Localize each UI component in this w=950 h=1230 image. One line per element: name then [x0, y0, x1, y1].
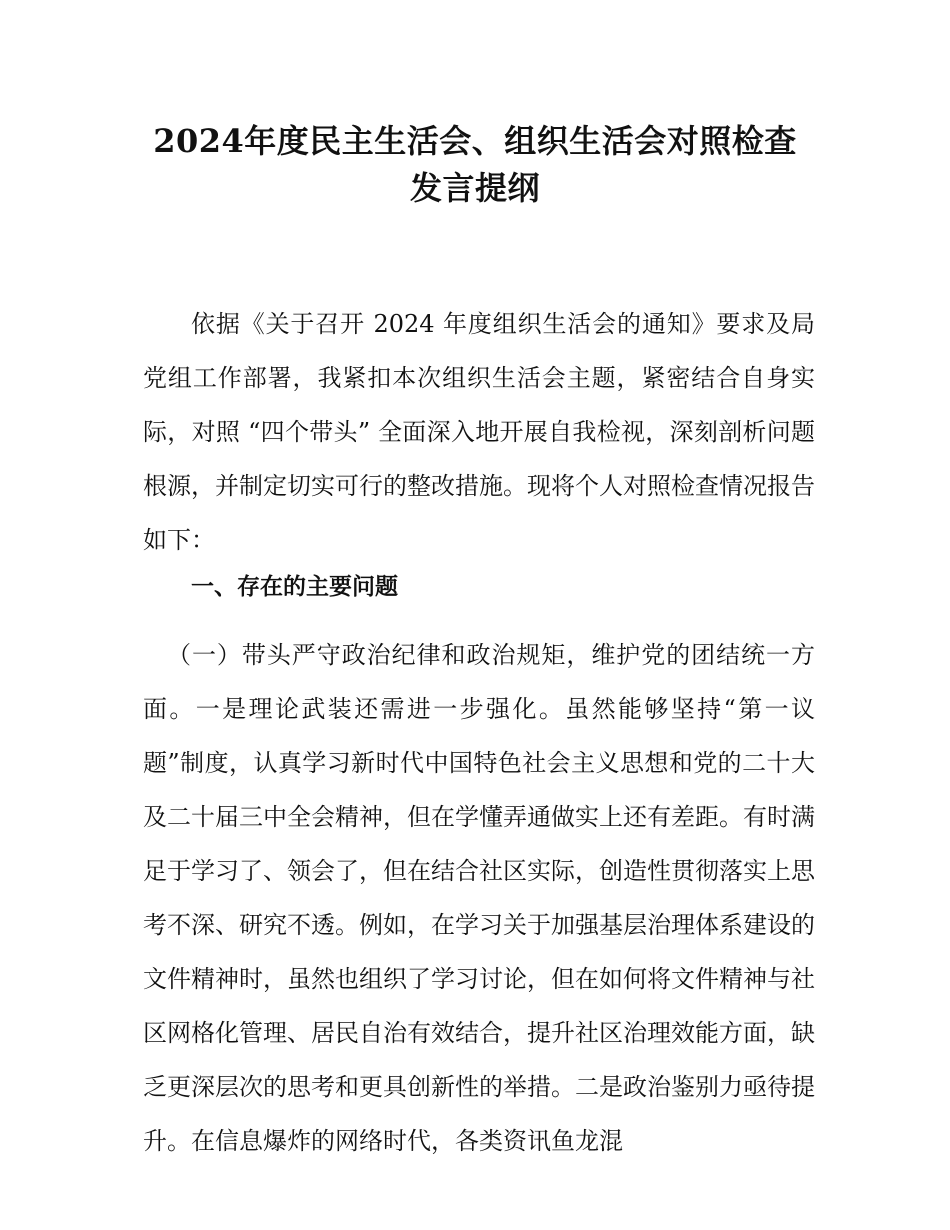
section-heading-problems: 一、存在的主要问题 [191, 574, 398, 600]
intro-paragraph: 依据《关于召开 2024 年度组织生活会的通知》要求及局党组工作部署，我紧扣本次组织生活会主题，紧密结合自身实际，对照 “四个带头” 全面深入地开展自我检视，深刻剖析问题根源，并制定切实可行的整改措施。现将个人对照检查情况报告如下： [143, 310, 815, 554]
document-title-line-2: 发言提纲 [409, 169, 540, 207]
section-paragraph-political-discipline: （一）带头严守政治纪律和政治规矩，维护党的团结统一方面。一是理论武装还需进一步强化。虽然能够坚持“第一议题”制度，认真学习新时代中国特色社会主义思想和党的二十大及二十届三中全会精神，但在学懂弄通做实上还有差距。有时满足于学习了、领会了，但在结合社区实际，创造性贯彻落实上思考不深、研究不透。例如，在学习关于加强基层治理体系建设的文件精神时，虽然也组织了学习讨论，但在如何将文件精神与社区网格化管理、居民自治有效结合，提升社区治理效能方面，缺乏更深层次的思考和更具创新性的举措。二是政治鉴别力亟待提升。在信息爆炸的网络时代，各类资讯鱼龙混 [143, 641, 815, 1155]
document-title-line-1: 2024年度民主生活会、组织生活会对照检查 [153, 122, 797, 160]
